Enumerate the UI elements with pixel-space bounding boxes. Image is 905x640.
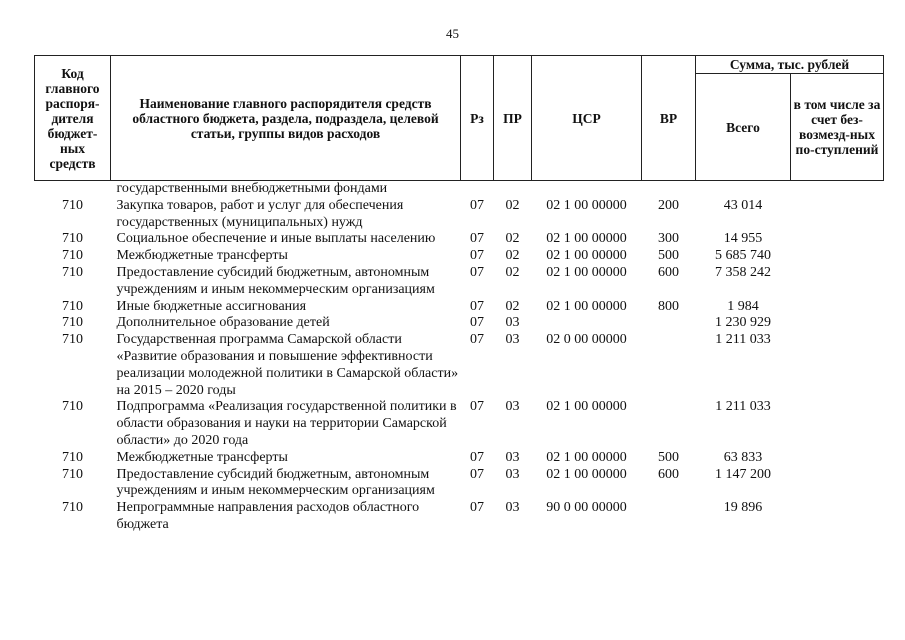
header-pr: ПР [494,56,532,181]
cell-rz: 07 [470,264,484,280]
cell-code: 710 [62,298,83,314]
cell-name: Предоставление субсидий бюджетным, автономным учреждениям и иным некоммерческим организациям [116,466,435,499]
cell-csr [532,181,642,198]
cell-vr: 600 [658,264,679,280]
cell-pr: 02 [505,248,520,264]
cell-pr: 03 [505,332,520,348]
cell-csr: 02 1 00 00000 [546,248,627,264]
cell-free [791,248,884,265]
cell-pr: 03 [505,399,520,415]
header-sum: Сумма, тыс. рублей [696,56,884,74]
cell-free [791,299,884,316]
cell-total: 1 147 200 [715,466,771,482]
header-rz: Рз [461,56,494,181]
cell-pr: 02 [505,197,520,213]
cell-name: государственными внебюджетными фондами [116,181,388,196]
cell-code: 710 [62,399,83,415]
cell-rz: 07 [470,197,484,213]
cell-total: 1 984 [727,298,759,314]
header-free: в том числе за счет без-возмезд-ных по-ступлений [791,74,884,181]
cell-pr: 02 [505,264,520,280]
cell-vr: 600 [658,466,679,482]
cell-rz: 07 [470,332,484,348]
cell-total: 1 230 929 [715,315,771,331]
cell-free [791,198,884,232]
cell-csr: 02 1 00 00000 [546,197,627,213]
cell-pr: 03 [505,315,520,331]
cell-vr: 500 [658,449,679,465]
cell-vr [642,181,696,198]
cell-vr: 800 [658,298,679,314]
table-row [35,231,884,248]
cell-rz: 07 [470,449,484,465]
cell-free [791,332,884,399]
cell-vr: 300 [658,231,679,247]
cell-code: 710 [62,197,83,213]
cell-pr: 03 [505,500,520,516]
header-vr: ВР [642,56,696,181]
table-row [35,500,884,534]
cell-code: 710 [62,248,83,264]
cell-free [791,467,884,501]
cell-total [696,181,791,198]
cell-code: 710 [62,231,83,247]
cell-vr: 200 [658,197,679,213]
cell-csr: 02 1 00 00000 [546,264,627,280]
cell-free [791,315,884,332]
budget-table [34,55,884,534]
table-row [35,198,884,232]
table-header [35,56,884,181]
cell-csr: 02 0 00 00000 [546,332,627,348]
cell-csr: 02 1 00 00000 [546,466,627,482]
cell-vr [642,332,696,399]
cell-free [791,231,884,248]
cell-name: Предоставление субсидий бюджетным, автономным учреждениям и иным некоммерческим организациям [116,264,435,297]
cell-code: 710 [62,449,83,465]
cell-pr: 03 [505,449,520,465]
cell-name: Дополнительное образование детей [116,315,330,331]
cell-vr [642,315,696,332]
cell-name: Государственная программа Самарской области «Развитие образования и повышение эффективности реализации молодежной политики в Самарской области» на 2015 – 2020 годы [116,332,459,398]
cell-name: Межбюджетные трансферты [116,449,288,465]
cell-name: Иные бюджетные ассигнования [116,298,307,314]
header-name: Наименование главного распорядителя средств областного бюджета, раздела, подраздела, целевой статьи, группы видов расходов [111,56,461,181]
cell-pr: 02 [505,298,520,314]
table-row [35,467,884,501]
header-total: Всего [696,74,791,181]
cell-code: 710 [62,500,83,516]
cell-csr: 02 1 00 00000 [546,399,627,415]
cell-rz: 07 [470,315,484,331]
cell-vr [642,500,696,534]
table-row [35,299,884,316]
cell-csr: 02 1 00 00000 [546,449,627,465]
cell-total: 7 358 242 [715,264,771,280]
cell-rz [461,181,494,198]
cell-free [791,399,884,449]
cell-pr: 02 [505,231,520,247]
table-row [35,265,884,299]
cell-total: 63 833 [723,449,763,465]
cell-code: 710 [62,332,83,348]
header-csr: ЦСР [532,56,642,181]
cell-code: 710 [62,264,83,280]
cell-code: 710 [62,315,83,331]
cell-rz: 07 [470,231,484,247]
cell-csr [532,315,642,332]
cell-vr [642,399,696,449]
cell-name: Закупка товаров, работ и услуг для обеспечения государственных (муниципальных) нужд [116,197,404,230]
cell-vr: 500 [658,248,679,264]
table-row [35,450,884,467]
table-body [35,181,884,534]
cell-name: Межбюджетные трансферты [116,248,288,264]
page-number: 45 [446,26,459,41]
cell-name: Непрограммные направления расходов областного бюджета [116,500,420,532]
cell-total: 43 014 [723,197,763,213]
cell-code: 710 [62,466,83,482]
cell-rz: 07 [470,399,484,415]
header-code: Код главного распоря-дителя бюджет-ных средств [35,56,111,181]
cell-rz: 07 [470,466,484,482]
table-row [35,399,884,449]
cell-code [35,181,111,198]
table-row [35,315,884,332]
cell-total: 19 896 [723,500,763,516]
cell-pr [494,181,532,198]
cell-pr: 03 [505,466,520,482]
cell-rz: 07 [470,500,484,516]
cell-total: 1 211 033 [715,332,771,348]
cell-total: 1 211 033 [715,399,771,415]
cell-csr: 02 1 00 00000 [546,298,627,314]
table-row [35,248,884,265]
cell-csr: 90 0 00 00000 [546,500,627,516]
cell-csr: 02 1 00 00000 [546,231,627,247]
cell-name: Подпрограмма «Реализация государственной политики в области образования и науки на территории Самарской области» до 2020 года [116,399,457,448]
cell-free [791,265,884,299]
table-row [35,332,884,399]
cell-free [791,450,884,467]
cell-rz: 07 [470,298,484,314]
cell-name: Социальное обеспечение и иные выплаты населению [116,231,436,247]
cell-total: 5 685 740 [715,248,771,264]
cell-free [791,500,884,534]
cell-free [791,181,884,198]
cell-rz: 07 [470,248,484,264]
cell-total: 14 955 [723,231,763,247]
table-row [35,181,884,198]
